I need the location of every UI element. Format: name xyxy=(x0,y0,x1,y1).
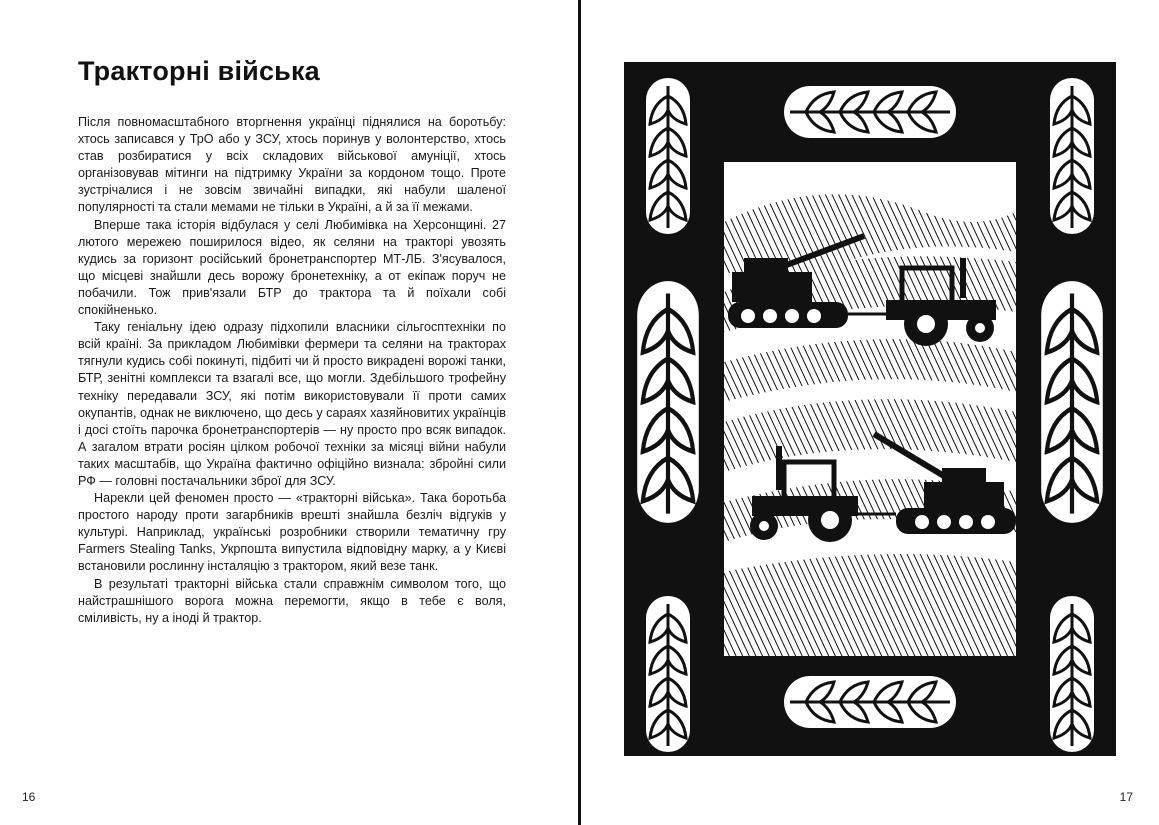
article-body xyxy=(78,114,506,627)
wheat-ornament-right xyxy=(1041,78,1103,752)
page-number-left: 16 xyxy=(22,790,36,804)
paragraph-3: Таку геніальну ідею одразу підхопили власники сільгосптехніки по всій країні. За прикладом Любимівки фермери та селяни на тракторах тягнули кудись собі покинуті, підбиті чи й просто викрадені ворожі танки, БТР, зенітні комплекси та взагалі все, що могли. Здебільшого трофейну техніку передавали ЗСУ, які потім використовували її проти самих окупантів, однак не виключено, що десь у сараях хазяйновитих українців і досі стоїть парочка бронетранспортерів — ну просто про всяк випадок. А загалом втрати росіян цілком робочої техніки за місяці війни набули таких масштабів, що Україна фактично офіційно визнала: збройні сили РФ — головні постачальники зброї для ЗСУ. xyxy=(78,320,506,488)
paragraph-4: Нарекли цей феномен просто — «тракторні війська». Така боротьба простого народу проти загарбників врешті знайшла безліч відгуків у культурі. Наприклад, українські розробники створили тематичну гру Farmers Stealing Tanks, Укрпошта випустила відповідну марку, а у Києві встановили рослинну інсталяцію з трактором, який везе танк. xyxy=(78,491,506,574)
landscape-panel xyxy=(724,162,1016,656)
wheat-ornament-left xyxy=(637,78,699,752)
wheat-ornament-top xyxy=(784,86,956,138)
paragraph-5: В результаті тракторні війська стали справжнім символом того, що найстрашнішого ворога можна перемогти, якщо в тебе є воля, сміливість, ну а іноді й трактор. xyxy=(78,576,506,625)
tractor-tank-illustration xyxy=(624,62,1116,756)
right-page xyxy=(581,0,1159,825)
paragraph-1: Після повномасштабного вторгнення українці піднялися на боротьбу: хтось записався у ТрО або у ЗСУ, хтось поринув у волонтерство, хтось став розбиратися у всіх складових військової амуніції, хтось організовував мітинги на підтримку України за кордоном тощо. Проте зустрічалися і не зовсім звичайні випадки, які набули шаленої популярності та стали мемами не тільки в Україні, а й за її межами. xyxy=(78,115,506,215)
page-number-right: 17 xyxy=(1119,790,1133,804)
left-page xyxy=(0,0,579,825)
paragraph-2: Вперше така історія відбулася у селі Любимівка на Херсонщині. 27 лютого мережею поширилося відео, як селяни на тракторі увозять кудись за горизонт російський бронетранспортер МТ-ЛБ. З'ясувалося, що місцеві знайшли десь ворожу бронетехніку, а от екіпаж поруч не побачили. Тож прив'язали БТР до трактора та й поїхали собі спокійненько. xyxy=(78,217,506,318)
page-title: Тракторні війська xyxy=(78,56,320,86)
wheat-ornament-bottom xyxy=(784,676,956,728)
